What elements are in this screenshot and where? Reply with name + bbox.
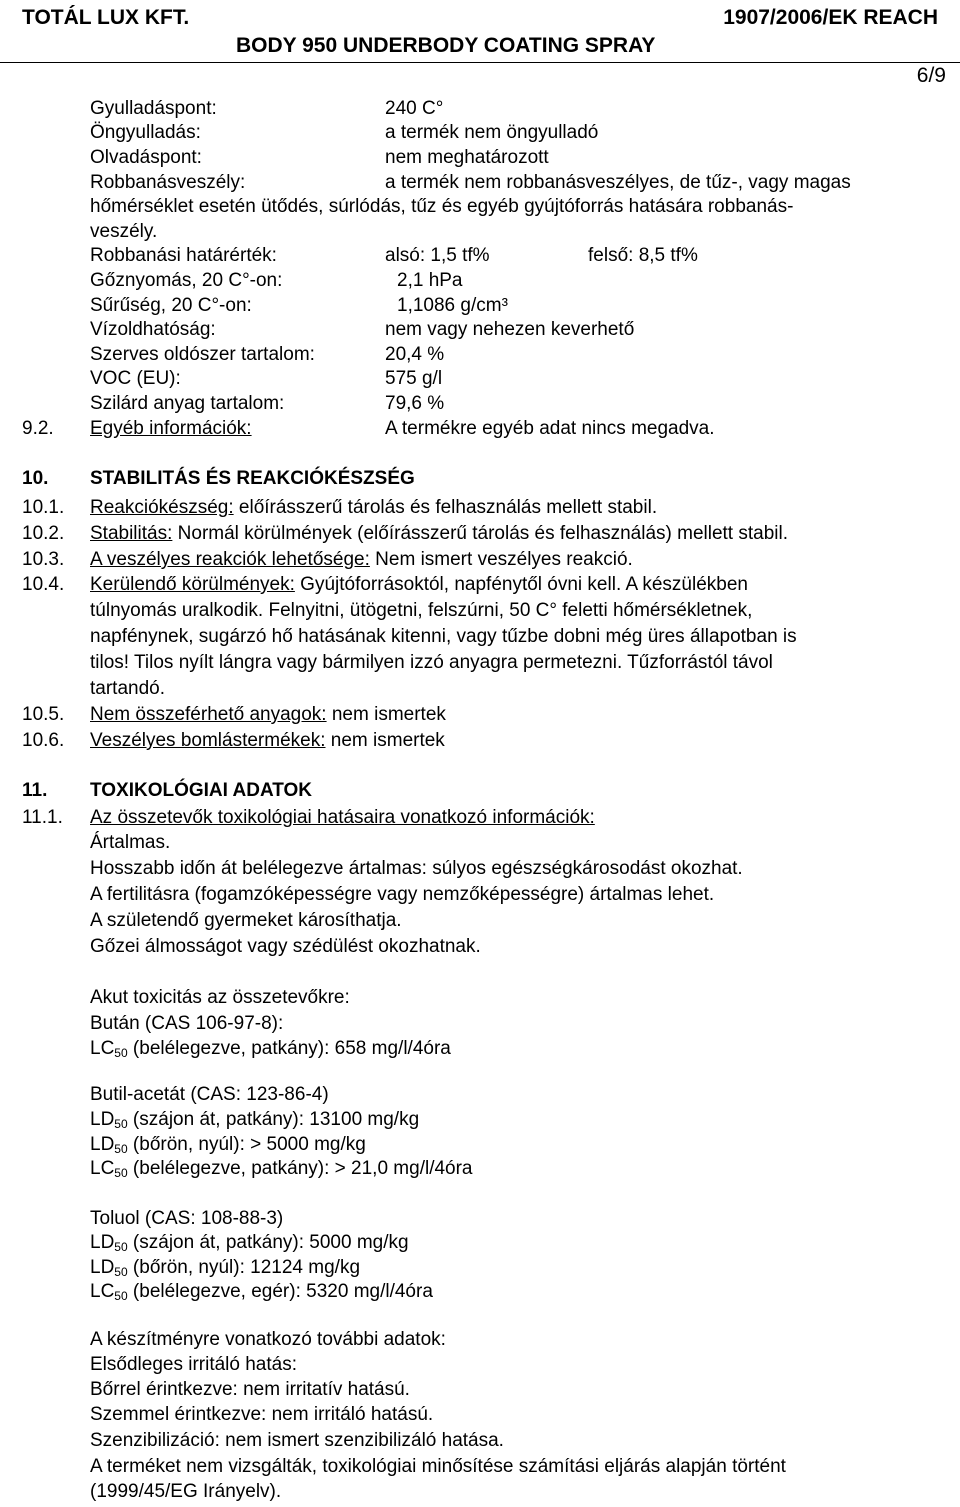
tox-row — [90, 1280, 433, 1304]
tox-value: (belélegezve, egér): 5320 mg/l/4óra — [127, 1281, 433, 1302]
section-heading: TOXIKOLÓGIAI ADATOK — [90, 780, 313, 801]
effect-line: A fertilitásra (fogamzóképességre vagy nemzőképességre) ártalmas lehet. — [90, 884, 715, 905]
item-title: Veszélyes bomlástermékek: — [90, 730, 326, 751]
item-title: Az összetevők toxikológiai hatásaira vonatkozó információk: — [90, 807, 595, 828]
section-title: Egyéb információk: — [90, 418, 252, 439]
prop-value: a termék nem robbanásveszélyes, de tűz-, vagy magas — [385, 172, 851, 193]
prop-label: Öngyulladás: — [90, 122, 201, 143]
list-item — [90, 548, 633, 572]
tox-sub: 50 — [114, 1046, 128, 1060]
prop-value: 20,4 % — [385, 344, 445, 365]
section-heading: STABILITÁS ÉS REAKCIÓKÉSZSÉG — [90, 468, 415, 489]
item-title: Stabilitás: — [90, 523, 173, 544]
closing-line: (1999/45/EG Irányelv). — [90, 1481, 282, 1502]
item-text: Gyújtóforrásoktól, napfénytől óvni kell. A készülékben — [294, 574, 748, 595]
prop-label: Szerves oldószer tartalom: — [90, 344, 315, 365]
prop-value: 1,1086 g/cm³ — [397, 295, 508, 316]
effect-line: Hosszabb időn át belélegezve ártalmas: súlyos egészségkárosodást okozhat. — [90, 858, 743, 879]
prop-value: 79,6 % — [385, 393, 445, 414]
item-number: 10.6. — [22, 730, 65, 751]
tox-row — [90, 1133, 366, 1157]
tox-sub: 50 — [114, 1289, 128, 1303]
tox-value: (szájon át, patkány): 13100 mg/kg — [127, 1109, 420, 1130]
tox-sub: 50 — [114, 1166, 128, 1180]
explosion-limit-lower: alsó: 1,5 tf% — [385, 245, 490, 266]
further-line: Szemmel érintkezve: nem irritáló hatású. — [90, 1404, 434, 1425]
item-cont: tartandó. — [90, 678, 165, 699]
prop-label: Szilárd anyag tartalom: — [90, 393, 285, 414]
prop-label: VOC (EU): — [90, 368, 181, 389]
tox-sub: 50 — [114, 1265, 128, 1279]
prop-value: a termék nem öngyulladó — [385, 122, 599, 143]
tox-param: LD — [90, 1257, 115, 1278]
tox-param: LC — [90, 1158, 115, 1179]
item-cont: túlnyomás uralkodik. Felnyitni, ütögetni, felszúrni, 50 C° feletti hőmérsékletnek, — [90, 600, 753, 621]
tox-value: (bőrön, nyúl): 12124 mg/kg — [127, 1257, 361, 1278]
tox-row — [90, 1231, 409, 1255]
tox-param: LD — [90, 1232, 115, 1253]
item-number: 10.3. — [22, 549, 65, 570]
list-item — [90, 703, 446, 727]
list-item — [90, 573, 748, 597]
acute-title: Akut toxicitás az összetevőkre: — [90, 987, 350, 1008]
explosion-cont: veszély. — [90, 221, 158, 242]
prop-label: Robbanásveszély: — [90, 172, 246, 193]
item-number: 10.5. — [22, 704, 65, 725]
prop-value: 2,1 hPa — [397, 270, 463, 291]
prop-label: Vízoldhatóság: — [90, 319, 216, 340]
item-number: 10.4. — [22, 574, 65, 595]
header-divider — [0, 62, 960, 63]
explosion-limit-label: Robbanási határérték: — [90, 245, 277, 266]
explosion-limit-upper: felső: 8,5 tf% — [588, 245, 698, 266]
product-name: BODY 950 UNDERBODY COATING SPRAY — [236, 34, 656, 57]
tox-sub: 50 — [114, 1240, 128, 1254]
closing-line: A terméket nem vizsgálták, toxikológiai minősítése számítási eljárás alapján történt — [90, 1456, 786, 1477]
item-text: nem ismertek — [325, 730, 445, 751]
explosion-cont: hőmérséklet esetén ütődés, súrlódás, tűz és egyéb gyújtóforrás hatására robbanás- — [90, 196, 794, 217]
item-title: Nem összeférhető anyagok: — [90, 704, 327, 725]
prop-label: Gyulladáspont: — [90, 98, 217, 119]
regulation: 1907/2006/EK REACH — [723, 6, 938, 29]
section-number: 9.2. — [22, 418, 54, 439]
item-cont: napfénynek, sugárzó hő hatásának kitenni, vagy tűzbe dobni még üres állapotban is — [90, 626, 797, 647]
prop-label: Olvadáspont: — [90, 147, 202, 168]
prop-label: Sűrűség, 20 C°-on: — [90, 295, 252, 316]
section-text: A termékre egyéb adat nincs megadva. — [385, 418, 715, 439]
prop-value: 575 g/l — [385, 368, 443, 389]
tox-row — [90, 1256, 360, 1280]
tox-value: (belélegezve, patkány): > 21,0 mg/l/4óra — [127, 1158, 473, 1179]
page-number: 6/9 — [916, 64, 946, 87]
prop-value: 240 C° — [385, 98, 444, 119]
list-item — [90, 522, 788, 546]
tox-param: LC — [90, 1281, 115, 1302]
item-number: 10.2. — [22, 523, 65, 544]
list-item — [90, 729, 445, 753]
company-name: TOTÁL LUX KFT. — [22, 6, 190, 29]
item-text: Nem ismert veszélyes reakció. — [369, 549, 633, 570]
prop-label: Gőznyomás, 20 C°-on: — [90, 270, 283, 291]
further-line: A készítményre vonatkozó további adatok: — [90, 1329, 446, 1350]
tox-param: LD — [90, 1109, 115, 1130]
item-title: A veszélyes reakciók lehetősége: — [90, 549, 370, 570]
tox-param: LC — [90, 1038, 115, 1059]
item-number: 10.1. — [22, 497, 65, 518]
tox-value: (bőrön, nyúl): > 5000 mg/kg — [127, 1134, 366, 1155]
item-text: előírásszerű tárolás és felhasználás mellett stabil. — [233, 497, 658, 518]
section-number: 10. — [22, 468, 49, 489]
item-title: Reakciókészség: — [90, 497, 234, 518]
substance-name: Toluol (CAS: 108-88-3) — [90, 1208, 284, 1229]
tox-value: (szájon át, patkány): 5000 mg/kg — [127, 1232, 409, 1253]
substance-name: Bután (CAS 106-97-8): — [90, 1013, 284, 1034]
tox-sub: 50 — [114, 1117, 128, 1131]
item-text: nem ismertek — [326, 704, 446, 725]
further-line: Szenzibilizáció: nem ismert szenzibilizáló hatása. — [90, 1430, 504, 1451]
tox-row — [90, 1108, 419, 1132]
prop-value: nem meghatározott — [385, 147, 549, 168]
tox-value: (belélegezve, patkány): 658 mg/l/4óra — [127, 1038, 451, 1059]
prop-value: nem vagy nehezen keverhető — [385, 319, 635, 340]
list-item — [90, 496, 657, 520]
item-title: Kerülendő körülmények: — [90, 574, 295, 595]
further-line: Bőrrel érintkezve: nem irritatív hatású. — [90, 1379, 410, 1400]
tox-row — [90, 1157, 473, 1181]
tox-param: LD — [90, 1134, 115, 1155]
item-text: Normál körülmények (előírásszerű tárolás és felhasználás) mellett stabil. — [172, 523, 789, 544]
tox-row — [90, 1037, 451, 1061]
item-cont: tilos! Tilos nyílt lángra vagy bármilyen izzó anyagra permetezni. Tűzforrástól távol — [90, 652, 773, 673]
effect-line: Gőzei álmosságot vagy szédülést okozhatnak. — [90, 936, 481, 957]
effect-line: Ártalmas. — [90, 832, 171, 853]
section-number: 11. — [22, 780, 48, 801]
effect-line: A születendő gyermeket károsíthatja. — [90, 910, 402, 931]
item-number: 11.1. — [22, 807, 63, 828]
tox-sub: 50 — [114, 1142, 128, 1156]
further-line: Elsődleges irritáló hatás: — [90, 1354, 297, 1375]
substance-name: Butil-acetát (CAS: 123-86-4) — [90, 1084, 329, 1105]
